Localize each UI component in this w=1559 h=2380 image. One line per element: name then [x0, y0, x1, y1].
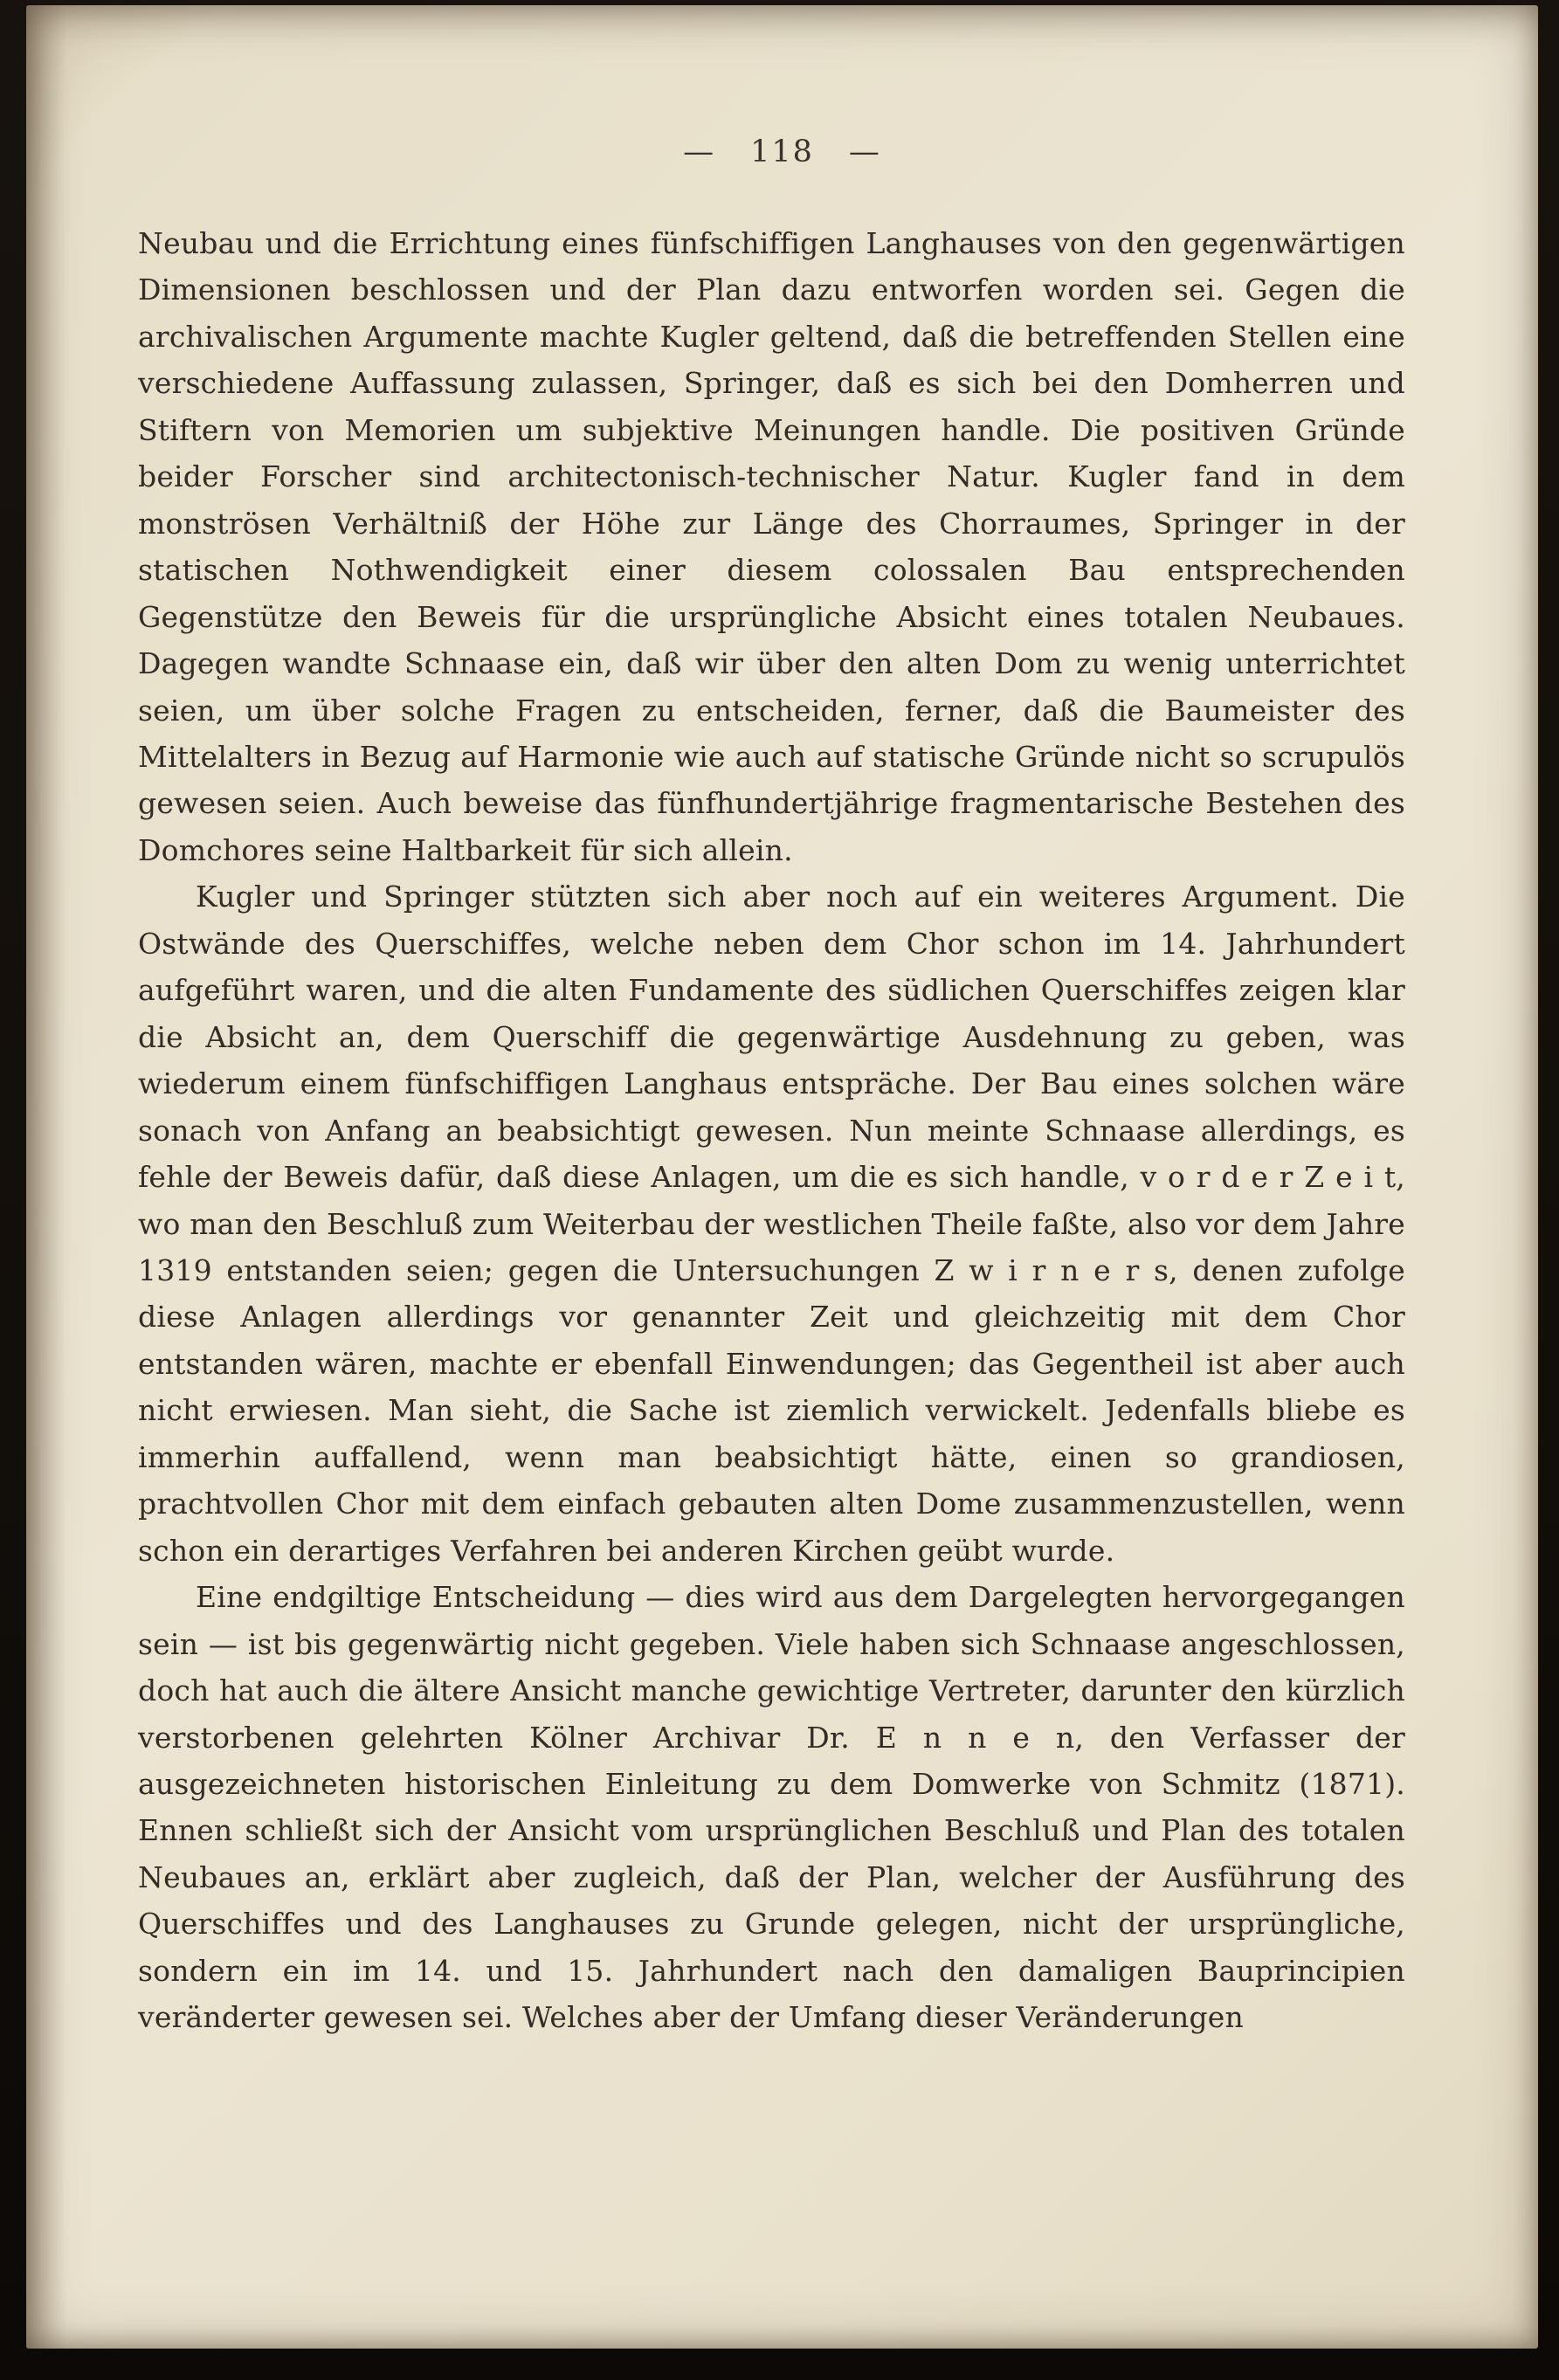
- paragraph: Eine endgiltige Entscheidung — dies wird aus dem Dargelegten hervorgegangen sein — ist bis gegenwärtig nicht gegeben. Viele haben sich Schnaase angeschlossen, doch hat auch die ältere Ansicht manche gewichtige Vertreter, darunter den kürzlich verstorbenen gelehrten Kölner Archivar Dr. E n n e n, den Verfasser der ausgezeichneten historischen Einleitung zu dem Domwerke von Schmitz (1871). Ennen schließt sich der Ansicht vom ursprünglichen Beschluß und Plan des totalen Neubaues an, erklärt aber zugleich, daß der Plan, welcher der Ausführung des Querschiffes und des Langhauses zu Grunde gelegen, nicht der ursprüngliche, sondern ein im 14. und 15. Jahrhundert nach den damaligen Bauprincipien veränderter gewesen sei. Welches aber der Umfang dieser Veränderungen: [138, 1580, 1405, 2035]
- page-number: [26, 135, 1538, 169]
- body-text: [138, 220, 1405, 2041]
- paragraph: Neubau und die Errichtung eines fünfschiffigen Langhauses von den gegenwärtigen Dimensionen beschlossen und der Plan dazu entworfen worden sei. Gegen die archivalischen Argumente machte Kugler geltend, daß die betreffenden Stellen eine verschiedene Auffassung zulassen, Springer, daß es sich bei den Domherren und Stiftern von Memorien um subjektive Meinungen handle. Die positiven Gründe beider Forscher sind architectonisch-technischer Natur. Kugler fand in dem monströsen Verhältniß der Höhe zur Länge des Chorraumes, Springer in der statischen Nothwendigkeit einer diesem colossalen Bau entsprechenden Gegenstütze den Beweis für die ursprüngliche Absicht eines totalen Neubaues. Dagegen wandte Schnaase ein, daß wir über den alten Dom zu wenig unterrichtet seien, um über solche Fragen zu entscheiden, ferner, daß die Baumeister des Mittelalters in Bezug auf Harmonie wie auch auf statische Gründe nicht so scrupulös gewesen seien. Auch beweise das fünfhundertjährige fragmentarische Bestehen des Domchores seine Haltbarkeit für sich allein.: [138, 226, 1405, 867]
- page-number-dash-left: —: [683, 135, 716, 169]
- paper-page: [26, 5, 1538, 2349]
- page-number-value: 118: [750, 135, 814, 169]
- paragraph: Kugler und Springer stützten sich aber noch auf ein weiteres Argument. Die Ostwände des Querschiffes, welche neben dem Chor schon im 14. Jahrhundert aufgeführt waren, und die alten Fundamente des südlichen Querschiffes zeigen klar die Absicht an, dem Querschiff die gegenwärtige Ausdehnung zu geben, was wiederum einem fünfschiffigen Langhaus entspräche. Der Bau eines solchen wäre sonach von Anfang an beabsichtigt gewesen. Nun meinte Schnaase allerdings, es fehle der Beweis dafür, daß diese Anlagen, um die es sich handle, v o r d e r Z e i t, wo man den Beschluß zum Weiterbau der westlichen Theile faßte, also vor dem Jahre 1319 entstanden seien; gegen die Untersuchungen Z w i r n e r s, denen zufolge diese Anlagen allerdings vor genannter Zeit und gleichzeitig mit dem Chor entstanden wären, machte er ebenfall Einwendungen; das Gegentheil ist aber auch nicht erwiesen. Man sieht, die Sache ist ziemlich verwickelt. Jedenfalls bliebe es immerhin auffallend, wenn man beabsichtigt hätte, einen so grandiosen, prachtvollen Chor mit dem einfach gebauten alten Dome zusammenzustellen, wenn schon ein derartiges Verfahren bei anderen Kirchen geübt wurde.: [138, 880, 1405, 1568]
- page-number-dash-right: —: [848, 135, 881, 169]
- page-gutter-shadow: [26, 5, 66, 2349]
